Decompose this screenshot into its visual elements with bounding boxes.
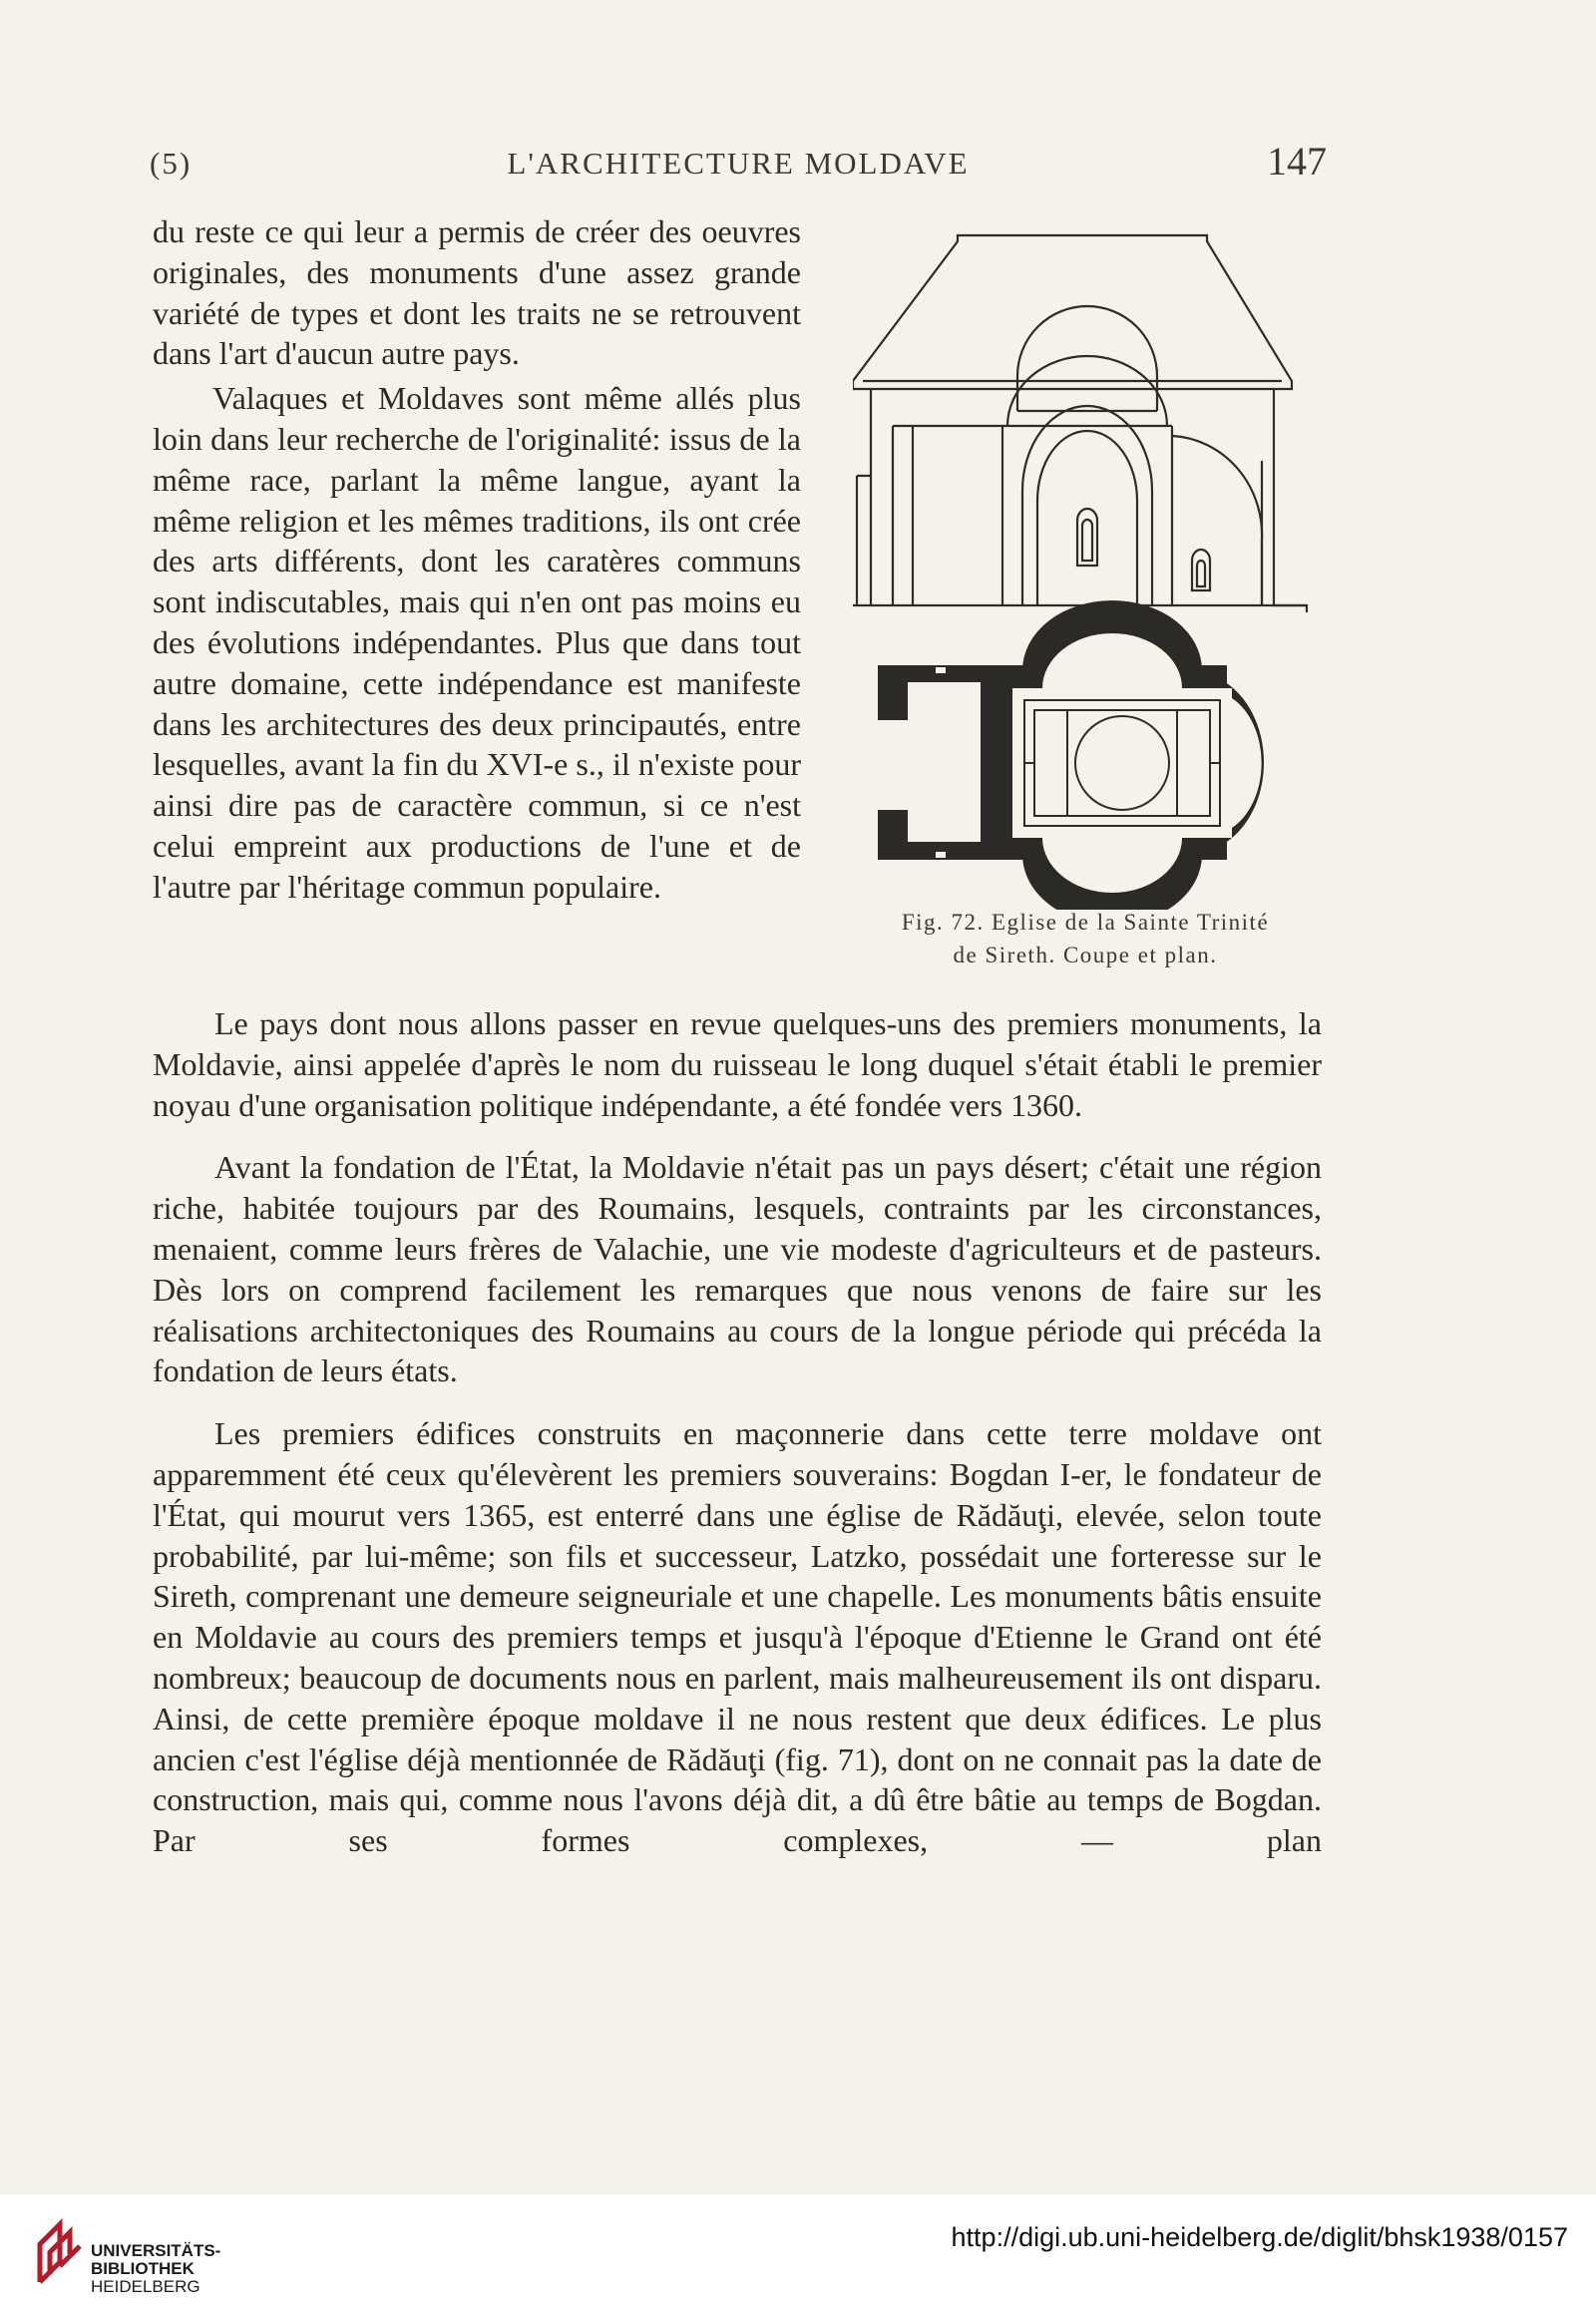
church-section-and-plan <box>853 221 1322 910</box>
body-paragraph: Les premiers édifices construits en maçonnerie dans cette terre moldave ont apparemment été ceux qu'élevèrent les premiers souverains: Bogdan I-er, le fondateur de l'État, qui mourut vers 1365, est enterré dans une église de Rădăuţi, elevée, selon toute probabilité, par lui-même; son fils et successeur, Latzko, possédait une forteresse sur le Sireth, comprenant une demeure seigneuriale et une chapelle. Les monuments bâtis ensuite en Moldavie au cours des premiers temps et jusqu'à l'époque d'Etienne le Grand ont été nombreux; beaucoup de documents nous en parlent, mais malheureusement ils ont disparu. Ainsi, de cette première époque moldave il ne nous restent que deux édifices. Le plus ancien c'est l'église déjà mentionnée de Rădăuţi (fig. 71), dont on ne connait pas la date de construction, mais qui, comme nous l'avons déjà dit, a dû être bâtie au temps de Bogdan. Par ses formes complexes, — plan <box>153 1415 1322 1859</box>
library-logo-icon <box>28 2212 98 2292</box>
section-number: (5) <box>150 146 193 181</box>
column-paragraph: Valaques et Moldaves sont même allés plus loin dans leur recherche de l'originalité: issus de la même race, parlant la même langue, ayant la même religion et les mêmes traditions, ils ont crée des arts différents, dont les caratères communs sont indiscutables, mais qui n'en ont pas moins eu des évolutions indépendantes. Plus que dans tout autre domaine, cette indépendance est manifeste dans les architectures des deux principautés, entre lesquelles, avant la fin du XVI-e s., il n'existe pour ainsi dire pas de caractère commun, si ce n'est celui empreint aux productions de l'une et de l'autre par l'héritage commun populaire. <box>153 380 801 905</box>
library-footer <box>0 2194 1596 2310</box>
caption-line: de Sireth. Coupe et plan. <box>953 943 1218 967</box>
running-header <box>150 139 1327 186</box>
body-text <box>153 1003 1322 1883</box>
running-title: L'ARCHITECTURE MOLDAVE <box>507 146 970 181</box>
column-text <box>153 211 801 908</box>
column-paragraph: du reste ce qui leur a permis de créer des oeuvres originales, des monuments d'une assez grande variété de types et dont les traits ne se retrouvent dans l'art d'aucun autre pays. <box>153 213 801 372</box>
page-number: 147 <box>1267 139 1327 184</box>
figure-caption <box>836 906 1335 971</box>
library-name: UNIVERSITÄTS- BIBLIOTHEK HEIDELBERG <box>91 2241 221 2296</box>
caption-line: Fig. 72. Eglise de la Sainte Trinité <box>901 910 1270 935</box>
source-url-link[interactable]: http://digi.ub.uni-heidelberg.de/diglit/bhsk1938/0157 <box>951 2222 1568 2252</box>
section-drawing <box>853 235 1307 612</box>
figure-church-drawing <box>853 221 1322 910</box>
body-paragraph: Le pays dont nous allons passer en revue quelques-uns des premiers monuments, la Moldavie, ainsi appelée d'après le nom du ruisseau le long duquel s'était établi le premier noyau d'une organisation politique indépendante, a été fondée vers 1360. <box>153 1005 1322 1123</box>
body-paragraph: Avant la fondation de l'État, la Moldavie n'était pas un pays désert; c'était une région riche, habitée toujours par des Roumains, lesquels, contraints par les circonstances, menaient, comme leurs frères de Valachie, une vie modeste d'agriculteurs et de pasteurs. Dès lors on comprend facilement les remarques que nous venons de faire sur les réalisations architectoniques des Roumains au cours de la longue période qui précéda la fondation de leurs états. <box>153 1149 1322 1389</box>
plan-drawing <box>878 600 1264 910</box>
